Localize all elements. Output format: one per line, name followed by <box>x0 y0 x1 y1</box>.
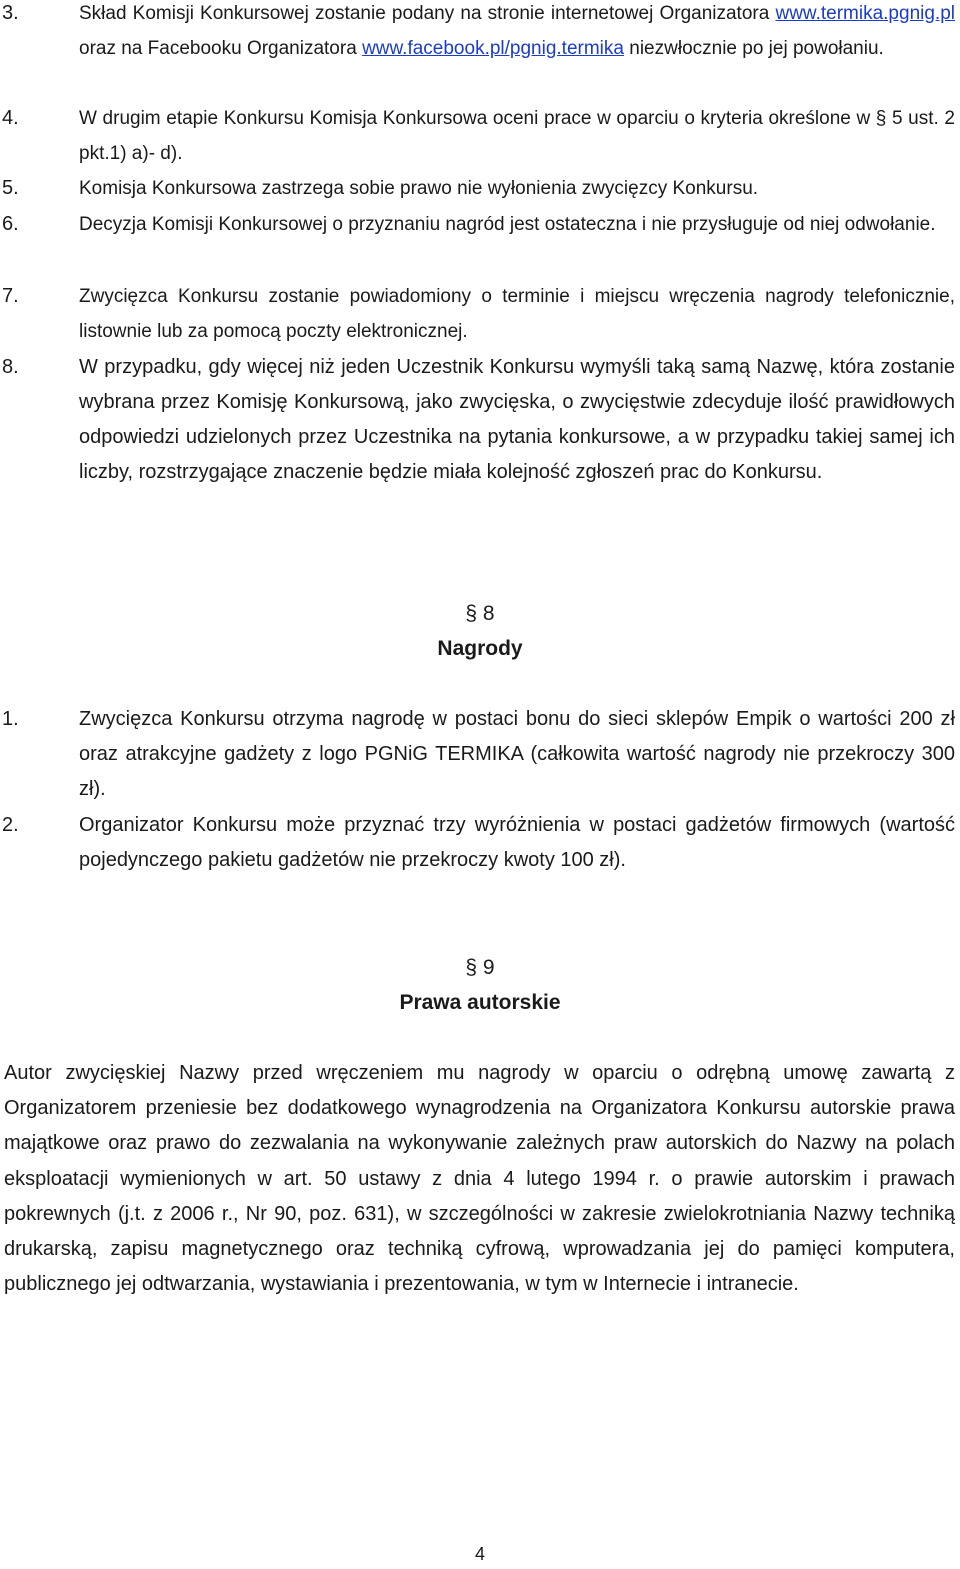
list-item-text: Organizator Konkursu może przyznać trzy wyróżnienia w postaci gadżetów firmowych (wartość pojedynczego pakietu gadżetów nie przekroczy kwoty 100 zł). <box>79 814 955 871</box>
text-segment: Skład Komisji Konkursowej zostanie podany na stronie internetowej Organizatora <box>79 3 770 24</box>
list-item-text: Zwycięzca Konkursu zostanie powiadomiony o terminie i miejscu wręczenia nagrody telefonicznie, listownie lub za pomocą poczty elektronicznej. <box>79 286 955 342</box>
list-item-text <box>79 0 955 66</box>
list-item-text: Zwycięzca Konkursu otrzyma nagrodę w postaci bonu do sieci sklepów Empik o wartości 200 zł oraz atrakcyjne gadżety z logo PGNiG TERMIKA (całkowita wartość nagrody nie przekroczy 300 zł). <box>79 708 955 800</box>
prize-item-2 <box>0 808 955 878</box>
list-item-5 <box>0 171 955 206</box>
text-segment: niezwłocznie po jej powołaniu. <box>629 38 884 59</box>
list-item-text: Decyzja Komisji Konkursowej o przyznaniu nagród jest ostateczna i nie przysługuje od niej odwołanie. <box>79 214 936 235</box>
prize-item-1 <box>0 702 955 807</box>
list-number: 4. <box>2 107 19 129</box>
list-item-6 <box>0 207 955 242</box>
list-item-8 <box>0 350 955 490</box>
list-number: 6. <box>2 213 19 235</box>
facebook-page-link[interactable]: www.facebook.pl/pgnig.termika <box>362 38 624 59</box>
list-number: 8. <box>2 356 19 378</box>
termika-website-link[interactable]: www.termika.pgnig.pl <box>775 3 955 24</box>
section-9-title: Prawa autorskie <box>399 991 561 1014</box>
section-8-number: § 8 <box>465 602 495 625</box>
text-segment: oraz na Facebooku Organizatora <box>79 38 357 59</box>
section-9-number: § 9 <box>465 956 495 979</box>
list-item-text: W drugim etapie Konkursu Komisja Konkursowa oceni prace w oparciu o kryteria określone w § 5 ust. 2 pkt.1) a)- d). <box>79 108 955 164</box>
list-item-text: W przypadku, gdy więcej niż jeden Uczestnik Konkursu wymyśli taką samą Nazwę, która zostanie wybrana przez Komisję Konkursową, jako zwycięska, o zwycięstwie zdecyduje ilość prawidłowych odpowiedzi udzielonych przez Uczestnika na pytania konkursowe, a w przypadku takiej samej ich liczby, rozstrzygające znaczenie będzie miała kolejność zgłoszeń prac do Konkursu. <box>79 356 955 483</box>
list-number: 3. <box>2 2 19 24</box>
copyright-paragraph: Autor zwycięskiej Nazwy przed wręczeniem mu nagrody w oparciu o odrębną umowę zawartą z Organizatorem przeniesie bez dodatkowego wynagrodzenia na Organizatora Konkursu autorskie prawa majątkowe oraz prawo do zezwalania na wykonywanie zależnych praw autorskich do Nazwy na polach eksploatacji wymienionych w art. 50 ustawy z dnia 4 lutego 1994 r. o prawie autorskim i prawach pokrewnych (j.t. z 2006 r., Nr 90, poz. 631), w szczególności w zakresie zwielokrotniania Nazwy techniką drukarską, zapisu magnetycznego oraz techniką cyfrową, wprowadzania jej do pamięci komputera, publicznego jej odtwarzania, wystawiania i prezentowania, w tym w Internecie i intranecie. <box>4 1062 955 1296</box>
page-number: 4 <box>474 1544 485 1564</box>
list-number: 5. <box>2 177 19 199</box>
list-item-text: Komisja Konkursowa zastrzega sobie prawo nie wyłonienia zwycięzcy Konkursu. <box>79 178 759 199</box>
list-number: 2. <box>2 814 19 836</box>
list-number: 7. <box>2 285 19 307</box>
list-item-3 <box>0 0 955 66</box>
list-item-4 <box>0 101 955 171</box>
list-number: 1. <box>2 708 19 730</box>
list-item-7 <box>0 279 955 349</box>
section-8-title: Nagrody <box>437 637 523 660</box>
